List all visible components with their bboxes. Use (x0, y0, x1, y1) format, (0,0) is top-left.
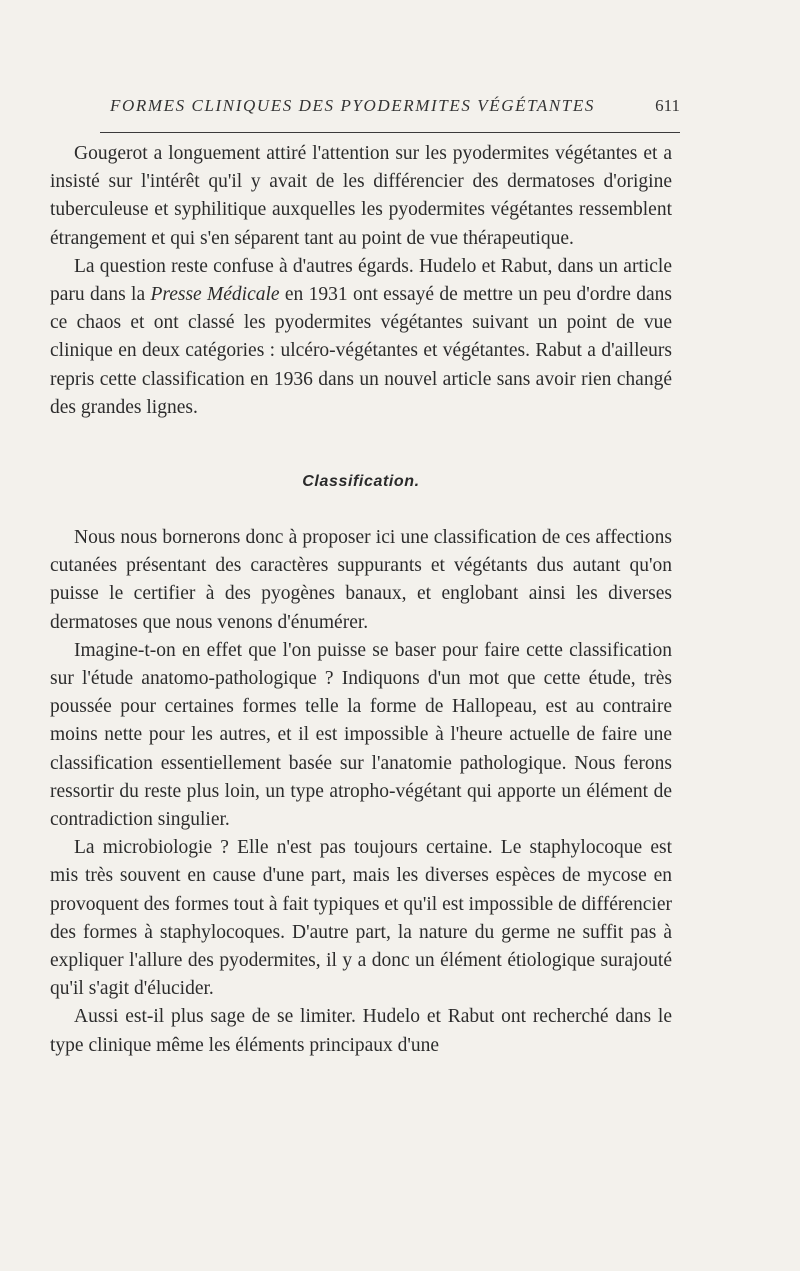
section-title: Classification. (302, 473, 420, 491)
running-title: FORMES CLINIQUES DES PYODERMITES VÉGÉTANTES (110, 96, 595, 115)
page-number: 611 (655, 96, 680, 115)
running-header (100, 96, 680, 124)
paragraph-microbiologie: La microbiologie ? Elle n'est pas toujours certaine. Le staphylocoque est mis très souvent en cause d'une part, mais les diverses espèces de mycose en provoquent des formes tout à fait typiques et qu'il est impossible de différencier des formes à staphylocoques. D'autre part, la nature du germe ne suffit pas à expliquer l'allure des pyodermites, il y a donc un élément étiologique surajouté qu'il s'agit d'élucider. (50, 837, 672, 1000)
body-text (50, 140, 672, 1060)
paragraph-bornerons: Nous nous bornerons donc à proposer ici une classification de ces affections cutanées présentant des caractères suppurants et végétants dus autant qu'on puisse le certifier à des pyogènes banaux, et englobant ainsi les diverses dermatoses que nous venons d'énumérer. (50, 527, 672, 633)
paragraph-gougerot: Gougerot a longuement attiré l'attention sur les pyodermites végétantes et a insisté sur l'intérêt qu'il y avait de les différencier des dermatoses d'origine tuberculeuse et syphilitique auxquelles les pyodermites végétantes ressemblent étrangement et qui s'en séparent tant au point de vue thérapeutique. (50, 143, 672, 249)
paragraph-question-part-a: La question reste confuse à d'autres égards. Hudelo et Rabut, dans un article paru dans la (50, 255, 672, 306)
header-rule (100, 132, 680, 133)
paragraph-question-part-b: en 1931 ont essayé de mettre un peu d'ordre dans ce chaos et ont classé les pyodermites végétantes suivant un point de vue clinique en deux catégories : ulcéro-végétantes et végétantes. Rabut a d'ailleurs repris cette classification en 1936 dans un nouvel article sans avoir rien changé des grandes lignes. (50, 284, 673, 418)
paragraph-question (50, 253, 672, 422)
paragraph-imagine: Imagine-t-on en effet que l'on puisse se baser pour faire cette classification sur l'étude anatomo-pathologique ? Indiquons d'un mot que cette étude, très poussée pour certaines formes telle la forme de Hallopeau, est au contraire moins nette pour les autres, et il est impossible à l'heure actuelle de faire une classification essentiellement basée sur l'anatomie pathologique. Nous ferons ressortir du reste plus loin, un type atropho-végétant qui apporte un élément de contradiction singulier. (50, 639, 672, 831)
journal-title: Presse Médicale (150, 284, 280, 306)
paragraph-aussi: Aussi est-il plus sage de se limiter. Hudelo et Rabut ont recherché dans le type clinique même les éléments principaux d'une (50, 1006, 672, 1056)
